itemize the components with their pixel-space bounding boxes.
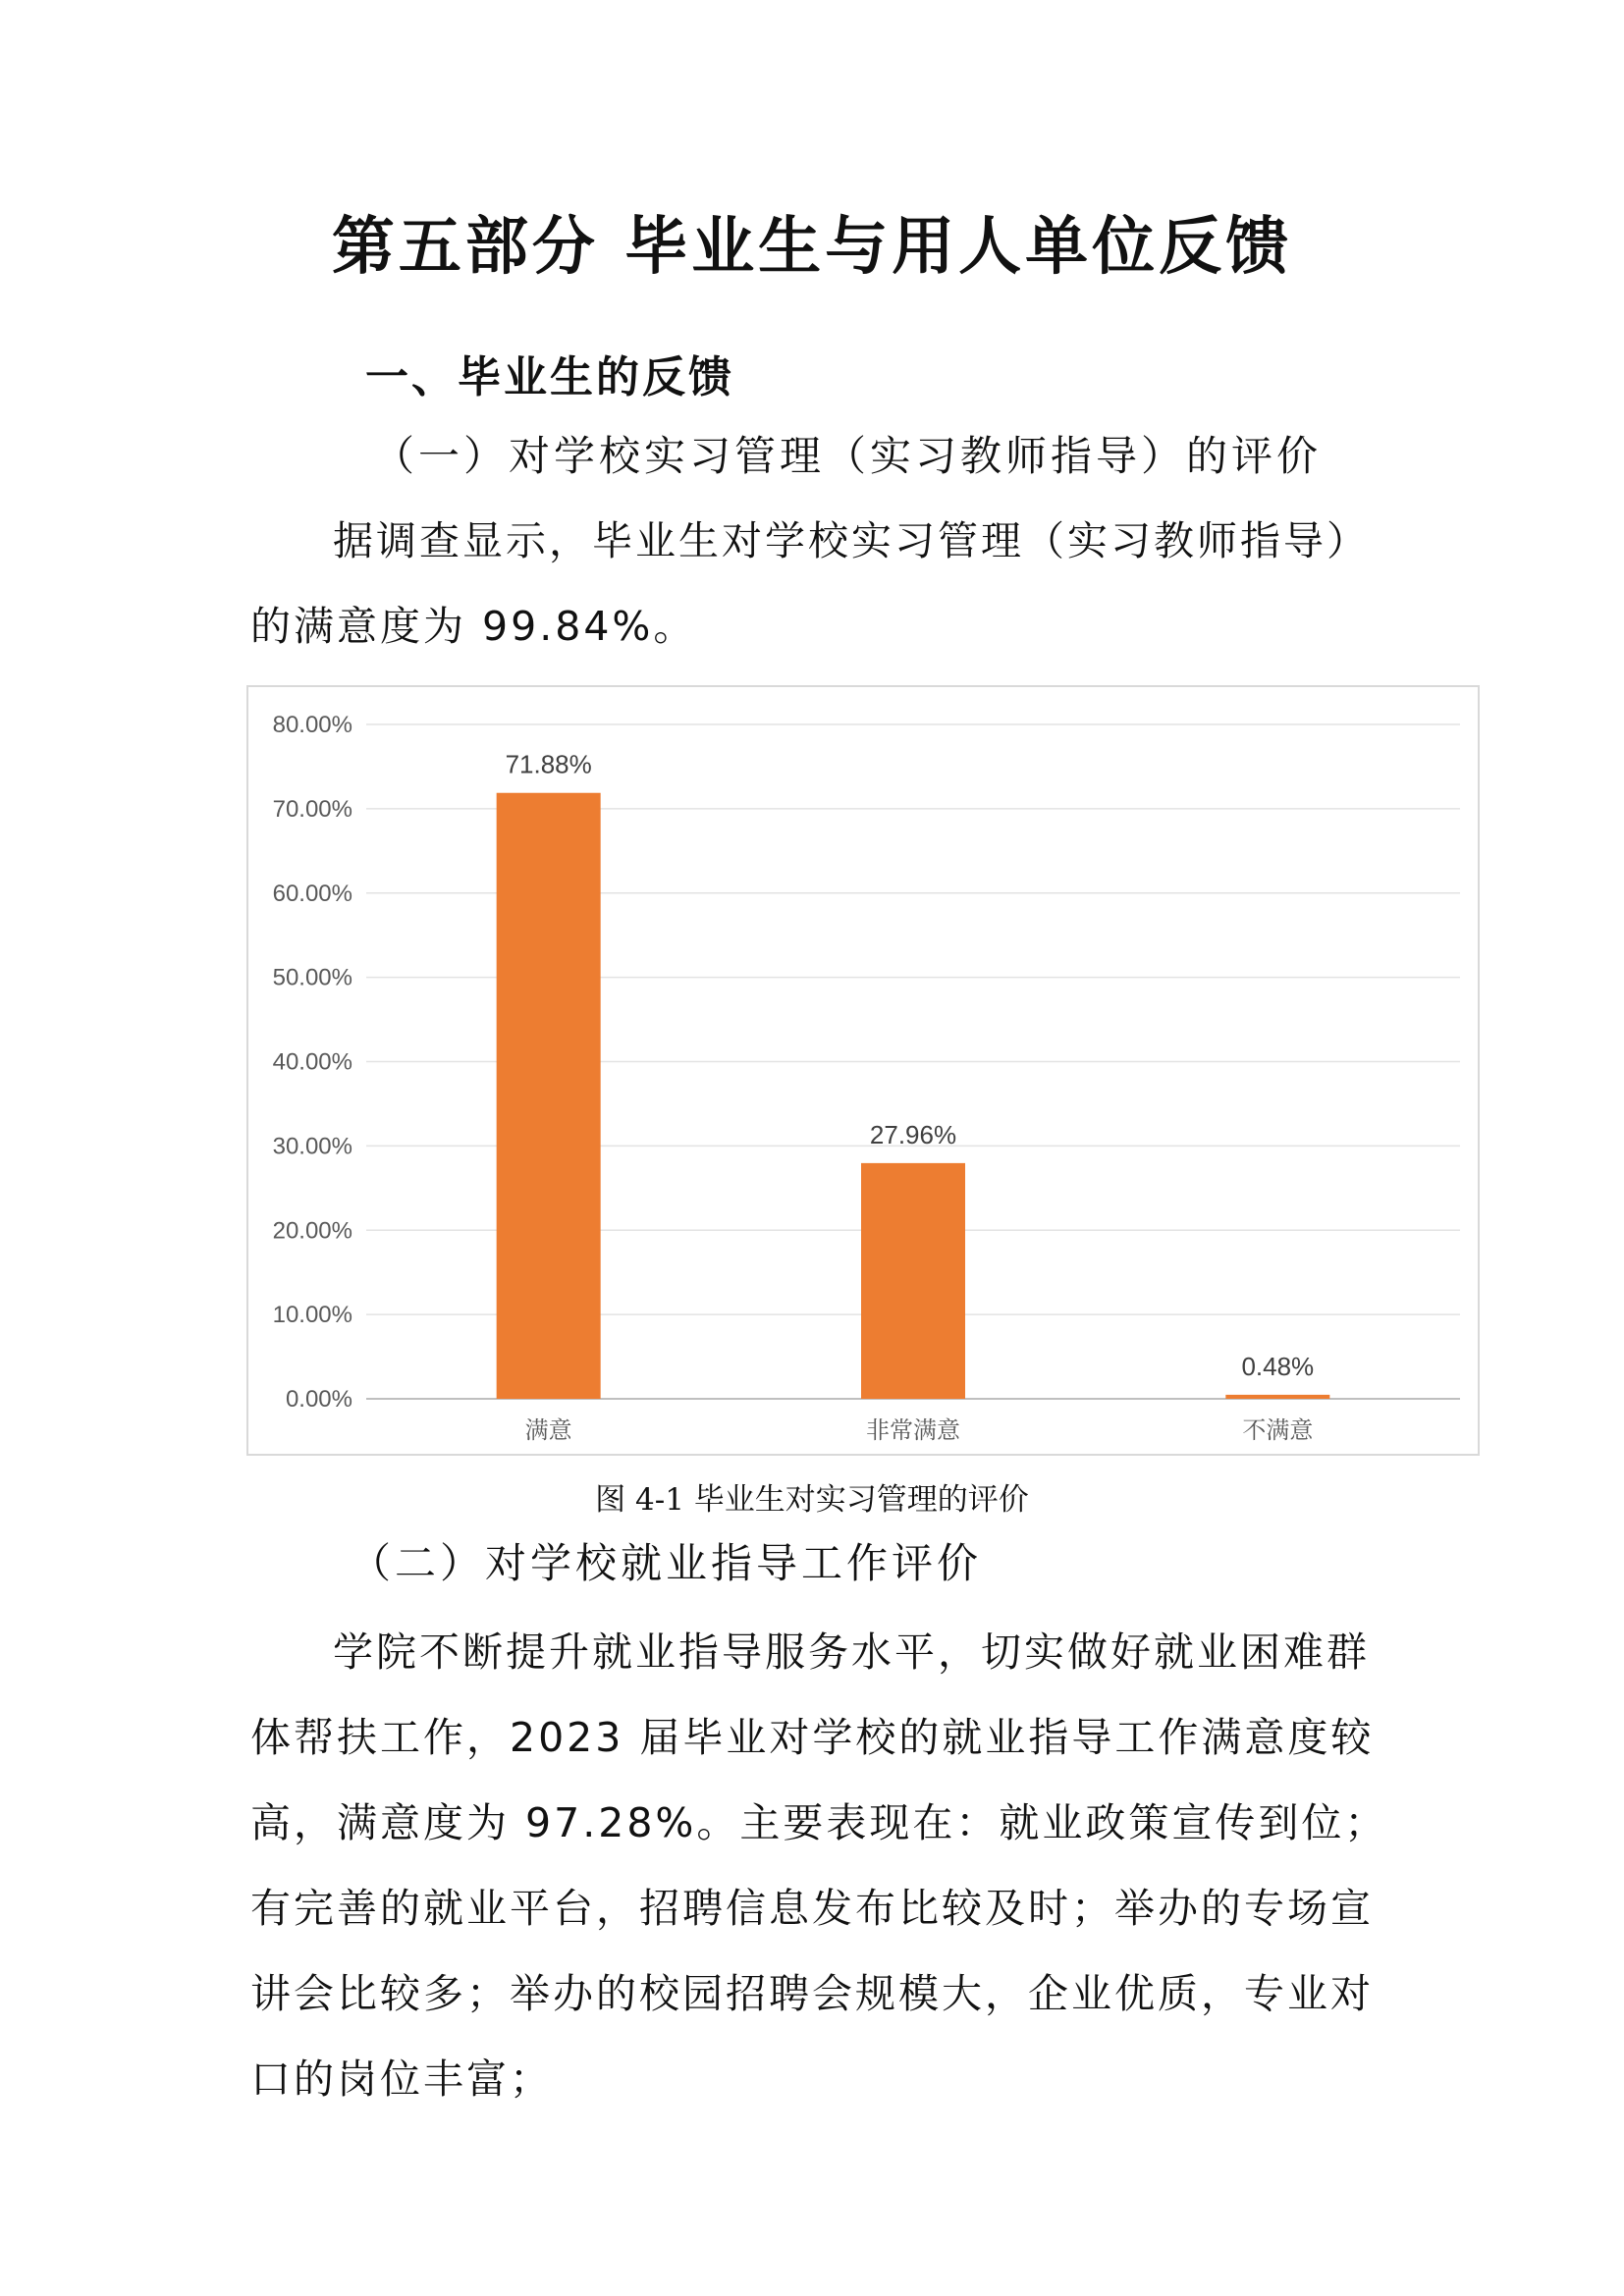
bar bbox=[861, 1163, 965, 1399]
sub-heading-internship: （一）对学校实习管理（实习教师指导）的评价 bbox=[373, 432, 1323, 480]
y-tick-label: 20.00% bbox=[272, 1217, 352, 1245]
paragraph-internship-text: 据调查显示，毕业生对学校实习管理（实习教师指导）的满意度为 99.84%。 bbox=[250, 517, 1370, 650]
y-tick-label: 10.00% bbox=[272, 1302, 352, 1329]
y-tick-label: 60.00% bbox=[272, 880, 352, 907]
y-tick-label: 0.00% bbox=[285, 1386, 352, 1413]
x-tick-label: 满意 bbox=[524, 1416, 572, 1444]
y-tick-label: 40.00% bbox=[272, 1048, 352, 1076]
data-label: 27.96% bbox=[869, 1119, 957, 1149]
y-tick-label: 70.00% bbox=[272, 795, 352, 823]
bar bbox=[497, 793, 601, 1399]
paragraph-internship bbox=[250, 499, 1389, 669]
y-tick-label: 80.00% bbox=[272, 712, 352, 738]
x-tick-label: 不满意 bbox=[1242, 1416, 1314, 1444]
y-tick-label: 50.00% bbox=[272, 964, 352, 991]
y-tick-label: 30.00% bbox=[272, 1133, 352, 1160]
sub-heading-guidance: （二）对学校就业指导工作评价 bbox=[350, 1539, 983, 1587]
section-heading: 一、毕业生的反馈 bbox=[365, 352, 734, 402]
paragraph-guidance bbox=[250, 1610, 1389, 2122]
bar-chart bbox=[246, 685, 1480, 1456]
figure-caption: 图 4-1 毕业生对实习管理的评价 bbox=[595, 1482, 1029, 1518]
bar-chart-svg bbox=[248, 687, 1478, 1454]
paragraph-guidance-text: 学院不断提升就业指导服务水平，切实做好就业困难群体帮扶工作，2023 届毕业对学校的就业指导工作满意度较高，满意度为 97.28%。主要表现在：就业政策宣传到位；有完善的就业平台，招聘信息发布比较及时；举办的专场宣讲会比较多；举办的校园招聘会规模大，企业优质，专业对口的岗位丰富； bbox=[250, 1629, 1388, 2103]
bar bbox=[1225, 1395, 1329, 1399]
data-label: 0.48% bbox=[1241, 1351, 1315, 1381]
x-tick-label: 非常满意 bbox=[866, 1416, 960, 1444]
data-label: 71.88% bbox=[505, 749, 592, 779]
page-title: 第五部分 毕业生与用人单位反馈 bbox=[331, 210, 1293, 284]
